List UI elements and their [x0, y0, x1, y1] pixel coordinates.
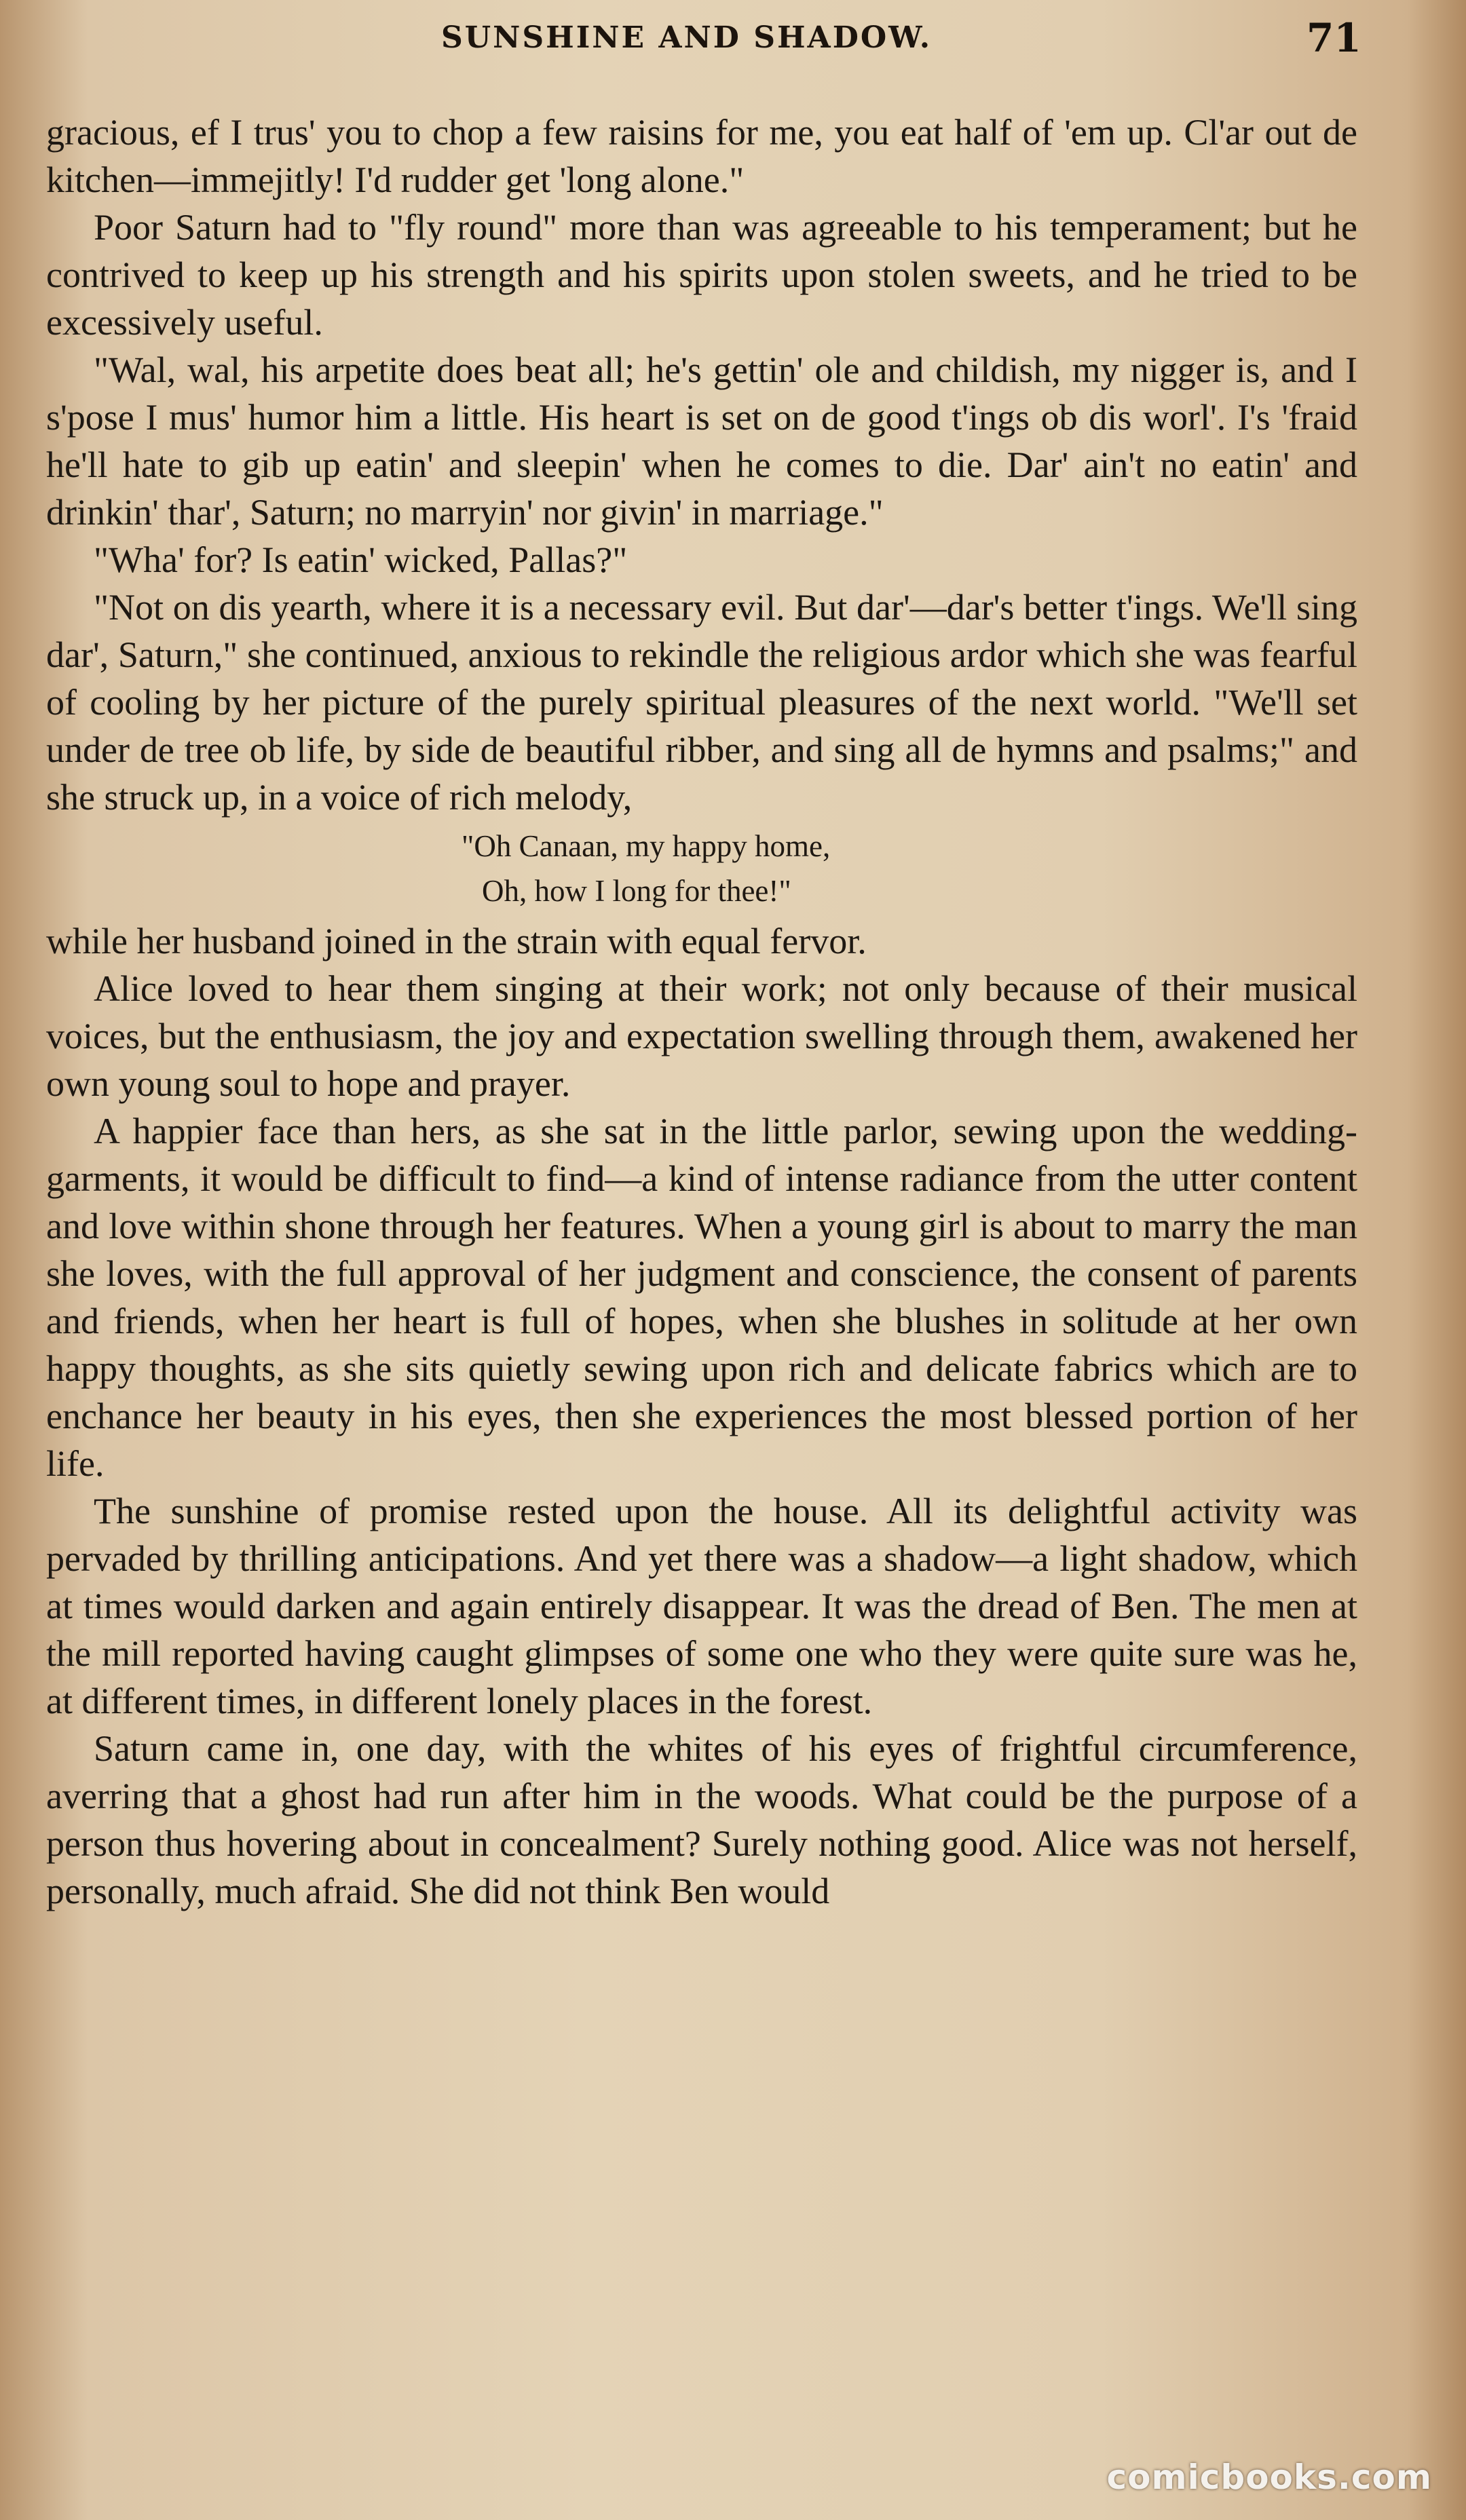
hymn-verse: [46, 824, 1357, 913]
paragraph: gracious, ef I trus' you to chop a few raisins for me, you eat half of 'em up. Cl'ar out de kitchen—immejitly! I'd rudder get 'long alone.": [46, 112, 1357, 200]
paragraph: A happier face than hers, as she sat in the little parlor, sewing upon the wedding-garments, it would be difficult to find—a kind of intense radiance from the utter content and love within shone through her features. When a young girl is about to marry the man she loves, with the full approval of her judgment and conscience, the consent of parents and friends, when her heart is full of hopes, when she blushes in solitude at her own happy thoughts, as she sits quietly sewing upon rich and delicate fabrics which are to enchance her beauty in his eyes, then she experiences the most blessed portion of her life.: [46, 1111, 1357, 1484]
running-title: SUNSHINE AND SHADOW.: [441, 20, 933, 55]
paragraph: Poor Saturn had to "fly round" more than was agreeable to his temperament; but he contrived to keep up his strength and his spirits upon stolen sweets, and he tried to be excessively useful.: [46, 207, 1357, 343]
verse-line: "Oh Canaan, my happy home,: [462, 829, 831, 863]
paragraph: The sunshine of promise rested upon the house. All its delightful activity was pervaded by thrilling anticipations. And yet there was a shadow—a light shadow, which at times would darken and again entirely disappear. It was the dread of Ben. The men at the mill reported having caught glimpses of some one who they were quite sure was he, at different times, in different lonely places in the forest.: [46, 1491, 1357, 1721]
paragraph: "Wha' for? Is eatin' wicked, Pallas?": [94, 539, 628, 580]
paragraph: "Not on dis yearth, where it is a necessary evil. But dar'—dar's better t'ings. We'll sing dar', Saturn," she continued, anxious to rekindle the religious ardor which she was fearful of cooling by her picture of the purely spiritual pleasures of the next world. "We'll set under de tree ob life, by side de beautiful ribber, and sing all de hymns and psalms;" and she struck up, in a voice of rich melody,: [46, 587, 1357, 818]
page-number: 71: [1307, 15, 1361, 61]
body-text: [46, 109, 1357, 1915]
paragraph: Alice loved to hear them singing at their work; not only because of their musical voices, but the enthusiasm, the joy and expectation swelling through them, awakened her own young soul to hope and prayer.: [46, 968, 1357, 1104]
verse-line: Oh, how I long for thee!": [482, 874, 791, 908]
paragraph: "Wal, wal, his arpetite does beat all; he's gettin' ole and childish, my nigger is, and I s'pose I mus' humor him a little. His heart is set on de good t'ings ob dis worl'. I's 'fraid he'll hate to gib up eatin' and sleepin' when he comes to die. Dar' ain't no eatin' and drinkin' thar', Saturn; no marryin' nor givin' in marriage.": [46, 349, 1357, 533]
paragraph: Saturn came in, one day, with the whites of his eyes of frightful circumference, averring that a ghost had run after him in the woods. What could be the purpose of a person thus hovering about in concealment? Surely nothing good. Alice was not herself, personally, much afraid. She did not think Ben would: [46, 1728, 1357, 1911]
paragraph: while her husband joined in the strain with equal fervor.: [46, 921, 867, 961]
site-watermark: comicbooks.com: [1106, 2458, 1432, 2497]
running-head: [0, 15, 1466, 62]
